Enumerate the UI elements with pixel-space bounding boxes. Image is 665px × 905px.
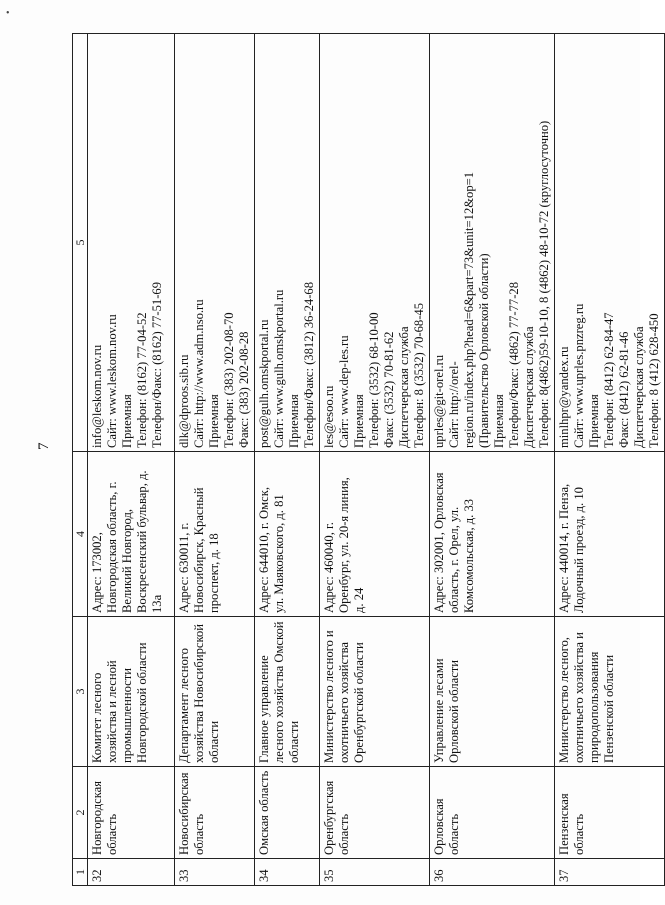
address-line: Оренбург, ул. 20-я линия, <box>337 477 351 613</box>
contacts-line: Телефон/Факс: (8162) 77-51-69 <box>150 282 164 448</box>
table-row <box>320 34 430 886</box>
address-line: проспект, д. 18 <box>207 533 221 613</box>
contacts-cell <box>320 34 430 452</box>
contacts-line: Телефон/Факс: (4862) 77-77-28 <box>507 282 521 448</box>
row-number <box>320 859 430 886</box>
col-header-4: 4 <box>73 452 88 617</box>
table-row <box>175 34 255 886</box>
address-line: ул. Маяковского, д. 81 <box>272 494 286 613</box>
contacts-line: Сайт: www.uprles.pnzreg.ru <box>572 303 586 448</box>
region-cell <box>255 767 320 859</box>
address-cell <box>175 452 255 617</box>
contacts-line: Приемная <box>352 394 366 448</box>
contacts-line: Сайт: http://orel- <box>447 361 461 448</box>
address-cell <box>88 452 175 617</box>
address-line: д. 24 <box>352 587 366 613</box>
row-number <box>88 859 175 886</box>
contacts-line: Факс: (8412) 62-81-46 <box>617 331 631 448</box>
address-line: Великий Новгород, <box>120 508 134 613</box>
address-line: Адрес: 173002, <box>90 532 104 613</box>
contacts-line: Факс: (383) 202-08-28 <box>237 331 251 448</box>
region-cell <box>175 767 255 859</box>
region-cell-text: Оренбургская область <box>322 780 351 855</box>
agency-cell-text: Министерство лесного и охотничьего хозяйства Оренбургской области <box>322 630 366 763</box>
row-number-text: 35 <box>322 869 336 882</box>
agency-cell-text: Управление лесами Орловской области <box>432 658 461 763</box>
contacts-line: Сайт: www.gulh.omskportal.ru <box>272 289 286 448</box>
row-number-text: 33 <box>177 869 191 882</box>
contacts-line: Телефон: 8 (412) 628-450 <box>647 313 661 448</box>
region-cell-text: Новосибирская область <box>177 772 206 855</box>
contacts-line: Телефон: (8412) 62-84-47 <box>602 312 616 448</box>
contacts-line: Диспетчерская служба <box>397 326 411 448</box>
contacts-cell <box>88 34 175 452</box>
contacts-line: Приемная <box>207 394 221 448</box>
address-line: 13а <box>150 594 164 613</box>
address-line: Адрес: 460040, г. <box>322 522 336 613</box>
address-cell <box>320 452 430 617</box>
address-line: Новосибирск, Красный <box>192 487 206 613</box>
contacts-cell <box>255 34 320 452</box>
region-cell <box>88 767 175 859</box>
address-cell <box>430 452 555 617</box>
contacts-line: Приемная <box>287 394 301 448</box>
agency-cell-text: Главное управление лесного хозяйства Омской области <box>257 621 301 763</box>
region-cell <box>430 767 555 859</box>
row-number <box>175 859 255 886</box>
contacts-line: Приемная <box>492 394 506 448</box>
contacts-line: Телефон: (3532) 68-10-00 <box>367 312 381 448</box>
address-line: Воскресенский бульвар, д. <box>135 470 149 613</box>
scan-dot: • <box>6 8 10 19</box>
agency-cell <box>88 617 175 767</box>
address-cell <box>255 452 320 617</box>
region-cell <box>320 767 430 859</box>
contacts-line: Телефон: 8(4862)59-10-10, 8 (4862) 48-10-72 (круглосуточно) <box>537 120 551 448</box>
contacts-line: Сайт: http://www.adm.nso.ru <box>192 299 206 448</box>
agency-cell-text: Министерство лесного, охотничьего хозяйства и природопользования Пензенской области <box>557 632 616 763</box>
address-line: Адрес: 302001, Орловская <box>432 472 446 613</box>
row-number <box>255 859 320 886</box>
contacts-line: post@gulh.omskportal.ru <box>257 319 271 448</box>
row-number-text: 37 <box>557 869 571 882</box>
col-header-3: 3 <box>73 617 88 767</box>
contacts-line: Телефон: (8162) 77-04-52 <box>135 312 149 448</box>
contacts-line: minlhpr@yandex.ru <box>557 346 571 448</box>
agency-cell <box>555 617 665 767</box>
contacts-line: Телефон: (383) 202-08-70 <box>222 312 236 448</box>
row-number-text: 34 <box>257 869 271 882</box>
address-line: Адрес: 440014, г. Пенза, <box>557 483 571 613</box>
contacts-line: Диспетчерская служба <box>522 326 536 448</box>
agency-cell <box>175 617 255 767</box>
address-line: Комсомольская, д. 33 <box>462 498 476 613</box>
contacts-cell <box>430 34 555 452</box>
forestry-agencies-table <box>72 33 665 886</box>
agency-cell <box>255 617 320 767</box>
contacts-cell <box>175 34 255 452</box>
header-row <box>73 34 88 886</box>
address-line: Адрес: 630011, г. <box>177 522 191 613</box>
address-line: Новгородская область, г. <box>105 481 119 613</box>
contacts-line: Диспетчерская служба <box>632 326 646 448</box>
contacts-cell <box>555 34 665 452</box>
agency-cell-text: Департамент лесного хозяйства Новосибирской области <box>177 624 221 763</box>
table-row <box>430 34 555 886</box>
row-number-text: 32 <box>90 869 104 882</box>
region-cell-text: Омская область <box>257 770 271 855</box>
agency-cell-text: Комитет лесного хозяйства и лесной промышленности Новгородской области <box>90 642 149 763</box>
table-row <box>255 34 320 886</box>
address-line: Адрес: 644010, г. Омск, <box>257 487 271 613</box>
col-header-1: 1 <box>73 859 88 886</box>
rotated-content <box>32 30 661 890</box>
agency-cell <box>320 617 430 767</box>
contacts-line: Приемная <box>120 394 134 448</box>
agency-cell <box>430 617 555 767</box>
col-header-5: 5 <box>73 34 88 452</box>
region-cell-text: Новгородская область <box>90 780 119 855</box>
contacts-line: Приемная <box>587 394 601 448</box>
contacts-line: info@leskom.nov.ru <box>90 344 104 448</box>
table-row <box>555 34 665 886</box>
region-cell-text: Пензенская область <box>557 793 586 855</box>
col-header-2: 2 <box>73 767 88 859</box>
address-cell <box>555 452 665 617</box>
contacts-line: Факс: (3532) 70-81-62 <box>382 331 396 448</box>
region-cell <box>555 767 665 859</box>
contacts-line: uprles@git-orel.ru <box>432 354 446 448</box>
page-number: 7 <box>36 442 52 450</box>
table-row <box>88 34 175 886</box>
contacts-line: Телефон/Факс: (3812) 36-24-68 <box>302 282 316 448</box>
row-number <box>430 859 555 886</box>
contacts-line: Сайт: www.leskom.nov.ru <box>105 314 119 448</box>
contacts-line: Телефон: 8 (3532) 70-68-45 <box>412 302 426 448</box>
contacts-line: Сайт: www.dep-les.ru <box>337 335 351 448</box>
contacts-line: dlk@dproos.sib.ru <box>177 354 191 448</box>
row-number-text: 36 <box>432 869 446 882</box>
contacts-line: les@esoo.ru <box>322 385 336 448</box>
row-number <box>555 859 665 886</box>
contacts-line: region.ru/index.php?head=6&part=73&unit=12&op=1 <box>462 171 476 448</box>
address-line: Лодочный проезд, д. 10 <box>572 487 586 613</box>
contacts-line: (Правительство Орловской области) <box>477 253 491 448</box>
region-cell-text: Орловская область <box>432 798 461 855</box>
address-line: область, г. Орел, ул. <box>447 506 461 613</box>
